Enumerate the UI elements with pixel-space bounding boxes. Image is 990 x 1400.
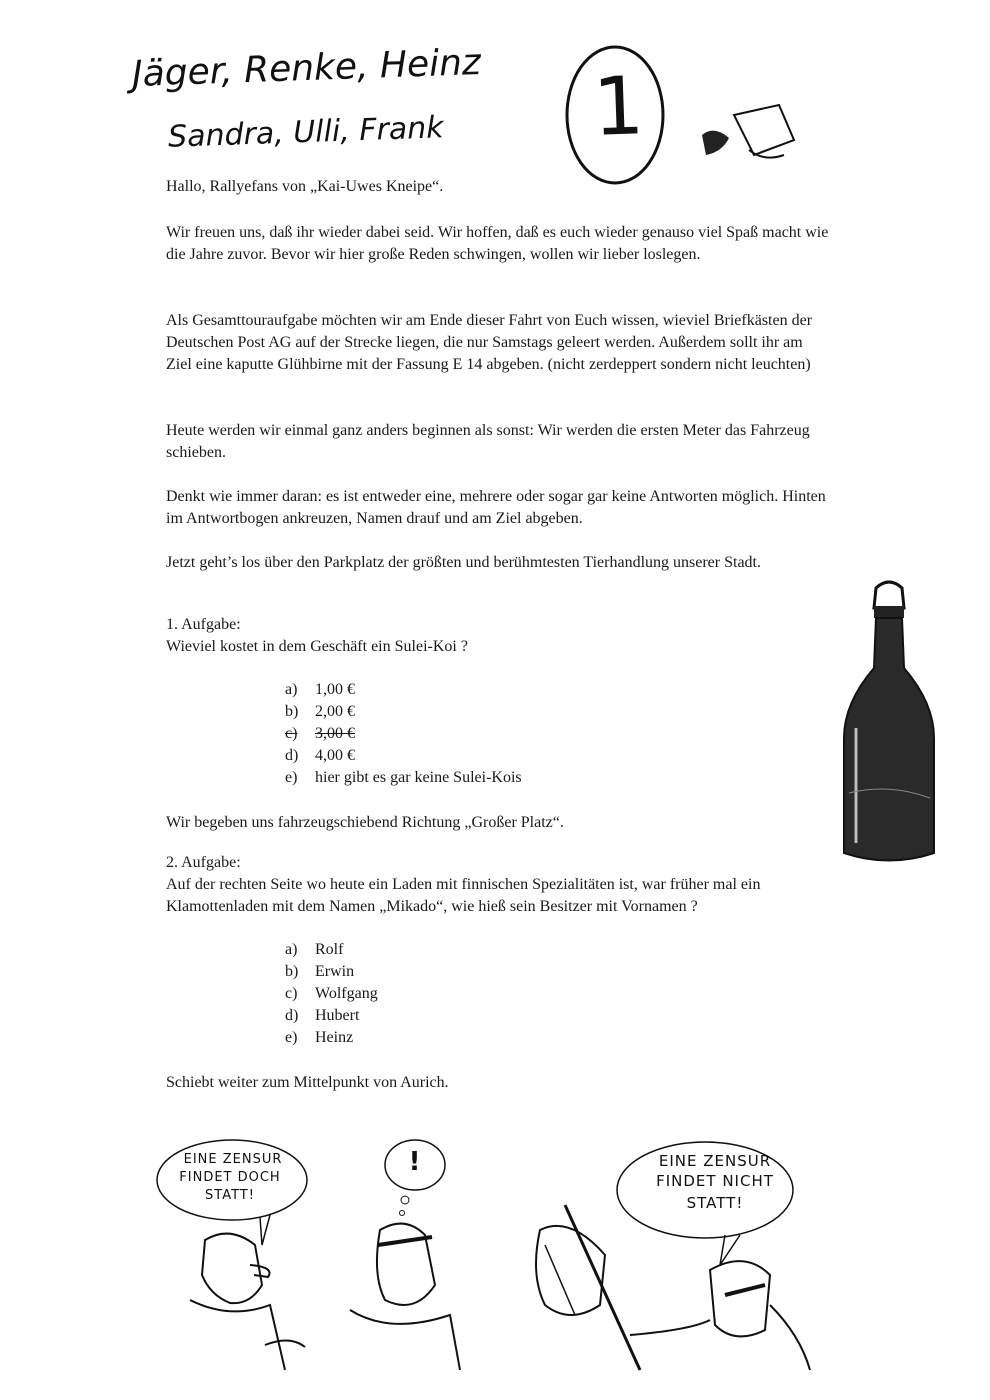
balloon1-line2: FINDET DOCH	[179, 1170, 281, 1185]
task2-option-c: c) Wolfgang	[285, 985, 378, 1002]
mug-doodle-icon	[694, 100, 804, 170]
balloon2-exclamation: !	[408, 1147, 422, 1177]
bottle-illustration	[834, 578, 944, 868]
task1-option-b: b) 2,00 €	[285, 703, 355, 720]
rules-paragraph: Denkt wie immer daran: es ist entweder eine, mehrere oder sogar gar keine Antworten möglich. Hinten im Antwortbogen ankreuzen, Namen drauf und am Ziel abgeben.	[166, 488, 826, 527]
task2-option-e: e) Heinz	[285, 1029, 354, 1046]
transition-1: Wir begeben uns fahrzeugschiebend Richtung „Großer Platz“.	[166, 814, 564, 831]
overall-task-paragraph: Als Gesamttouraufgabe möchten wir am Ende dieser Fahrt von Euch wissen, wieviel Briefkästen der Deutschen Post AG auf der Strecke liegen, die nur Samstags geleert werden. Außerdem sollt ihr am Ziel eine kaputte Glühbirne mit der Fassung E 14 abgeben. (nicht zerdeppert sondern nicht leuchten)	[166, 312, 813, 373]
task1-heading: 1. Aufgabe:	[166, 616, 241, 633]
departure-paragraph: Jetzt geht’s los über den Parkplatz der größten und berühmtesten Tierhandlung unserer Stadt.	[166, 554, 761, 571]
balloon1-line3: STATT!	[205, 1188, 255, 1203]
team-number: 1	[591, 59, 646, 154]
start-paragraph: Heute werden wir einmal ganz anders beginnen als sonst: Wir werden die ersten Meter das Fahrzeug schieben.	[166, 422, 810, 461]
task1-question: Wieviel kostet in dem Geschäft ein Sulei-Koi ?	[166, 638, 468, 655]
task1-option-d: d) 4,00 €	[285, 747, 355, 764]
task2-option-d: d) Hubert	[285, 1007, 360, 1024]
task2-option-b: b) Erwin	[285, 963, 355, 980]
task1-option-a: a) 1,00 €	[285, 681, 355, 698]
balloon3-line2: FINDET NICHT	[656, 1172, 774, 1190]
task2-options	[285, 939, 378, 1049]
balloon3-line3: STATT!	[686, 1194, 744, 1212]
greeting: Hallo, Rallyefans von „Kai-Uwes Kneipe“.	[166, 178, 444, 195]
task2-heading: 2. Aufgabe:	[166, 854, 241, 871]
balloon3-line1: EINE ZENSUR	[658, 1152, 772, 1170]
handwritten-names-line2: Sandra, Ulli, Frank	[167, 110, 445, 155]
intro-paragraph: Wir freuen uns, daß ihr wieder dabei seid. Wir hoffen, daß es euch wieder genauso viel Spaß macht wie die Jahre zuvor. Bevor wir hier große Reden schwingen, wollen wir lieber loslegen.	[166, 224, 829, 263]
task2-question: Auf der rechten Seite wo heute ein Laden mit finnischen Spezialitäten ist, war früher mal ein Klamottenladen mit dem Namen „Mikado“, wie hieß sein Besitzer mit Vornamen ?	[166, 876, 761, 915]
handwritten-names-line1: Jäger, Renke, Heinz	[131, 41, 482, 96]
transition-2: Schiebt weiter zum Mittelpunkt von Aurich.	[166, 1074, 449, 1091]
task2-option-a: a) Rolf	[285, 941, 344, 958]
task1-option-c: c) 3,00 €	[285, 725, 355, 742]
balloon1-line1: EINE ZENSUR	[183, 1152, 283, 1167]
task1-options	[285, 679, 522, 789]
task1-option-e: e) hier gibt es gar keine Sulei-Kois	[285, 769, 522, 786]
